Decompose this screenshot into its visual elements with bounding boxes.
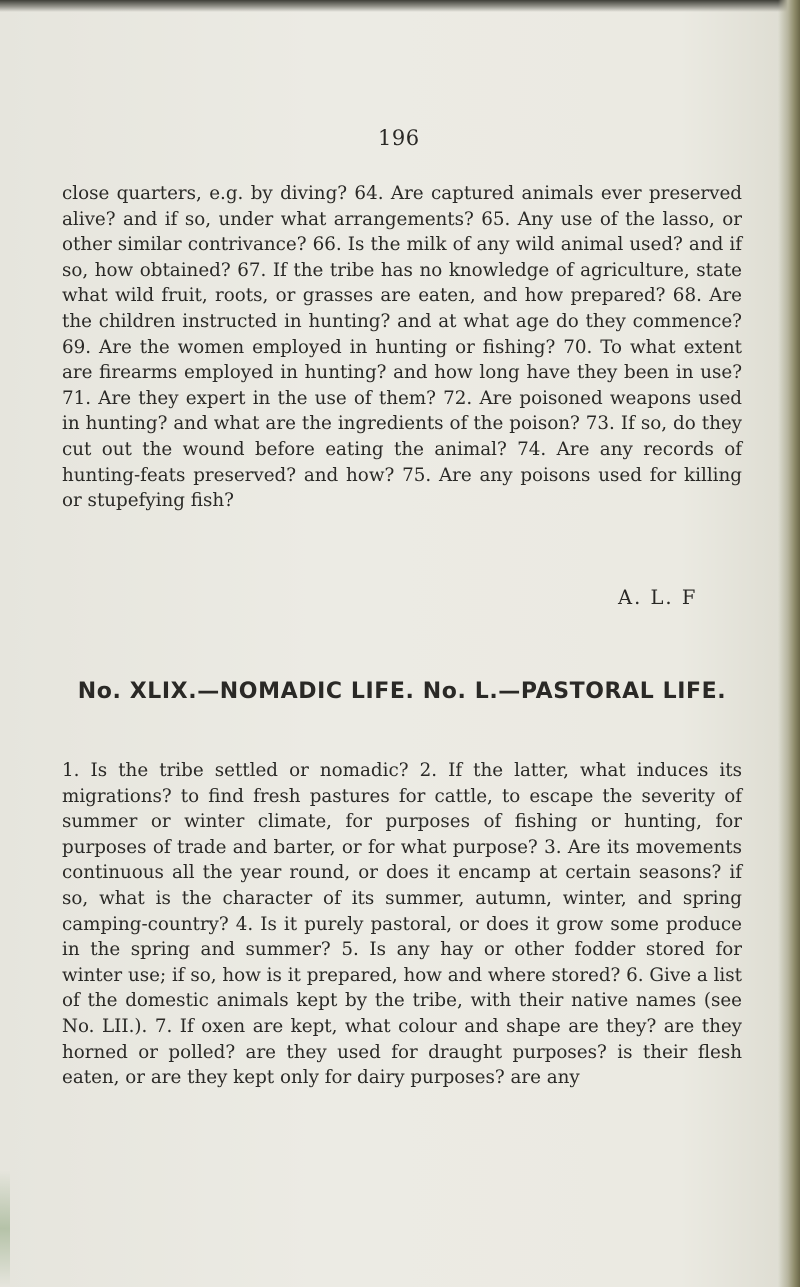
author-initials: A. L. F: [618, 586, 698, 609]
page-edge-shadow: [778, 0, 800, 1287]
margin-stain: [0, 1170, 10, 1287]
section-heading: No. XLIX.—NOMADIC LIFE. No. L.—PASTORAL LIFE.: [77, 679, 727, 704]
scan-top-shadow: [0, 0, 800, 12]
questions-paragraph-nomadic: 1. Is the tribe settled or nomadic? 2. If the latter, what induces its migrations? to find fresh pastures for cattle, to escape the severity of summer or winter climate, for purposes of fishing or hunting, for purposes of trade and barter, or for what purpose? 3. Are its movements continuous all the year round, or does it encamp at certain seasons? if so, what is the character of its summer, autumn, winter, and spring camping-country? 4. Is it purely pastoral, or does it grow some produce in the spring and summer? 5. Is any hay or other fodder stored for winter use; if so, how is it prepared, how and where stored? 6. Give a list of the domestic animals kept by the tribe, with their native names (see No. LII.). 7. If oxen are kept, what colour and shape are they? are they horned or polled? are they used for draught purposes? is their flesh eaten, or are they kept only for dairy purposes? are any: [62, 760, 742, 1089]
questions-paragraph-hunting: close quarters, e.g. by diving? 64. Are captured animals ever preserved alive? and if so, under what arrangements? 65. Any use of the lasso, or other similar contrivance? 66. Is the milk of any wild animal used? and if so, how obtained? 67. If the tribe has no knowledge of agriculture, state what wild fruit, roots, or grasses are eaten, and how prepared? 68. Are the children instructed in hunting? and at what age do they commence? 69. Are the women employed in hunting or fishing? 70. To what extent are firearms employed in hunting? and how long have they been in use? 71. Are they expert in the use of them? 72. Are poisoned weapons used in hunting? and what are the ingredients of the poison? 73. If so, do they cut out the wound before eating the animal? 74. Are any records of hunting-feats preserved? and how? 75. Are any poisons used for killing or stupefying fish?: [62, 183, 742, 512]
page-number: 196: [378, 126, 420, 150]
